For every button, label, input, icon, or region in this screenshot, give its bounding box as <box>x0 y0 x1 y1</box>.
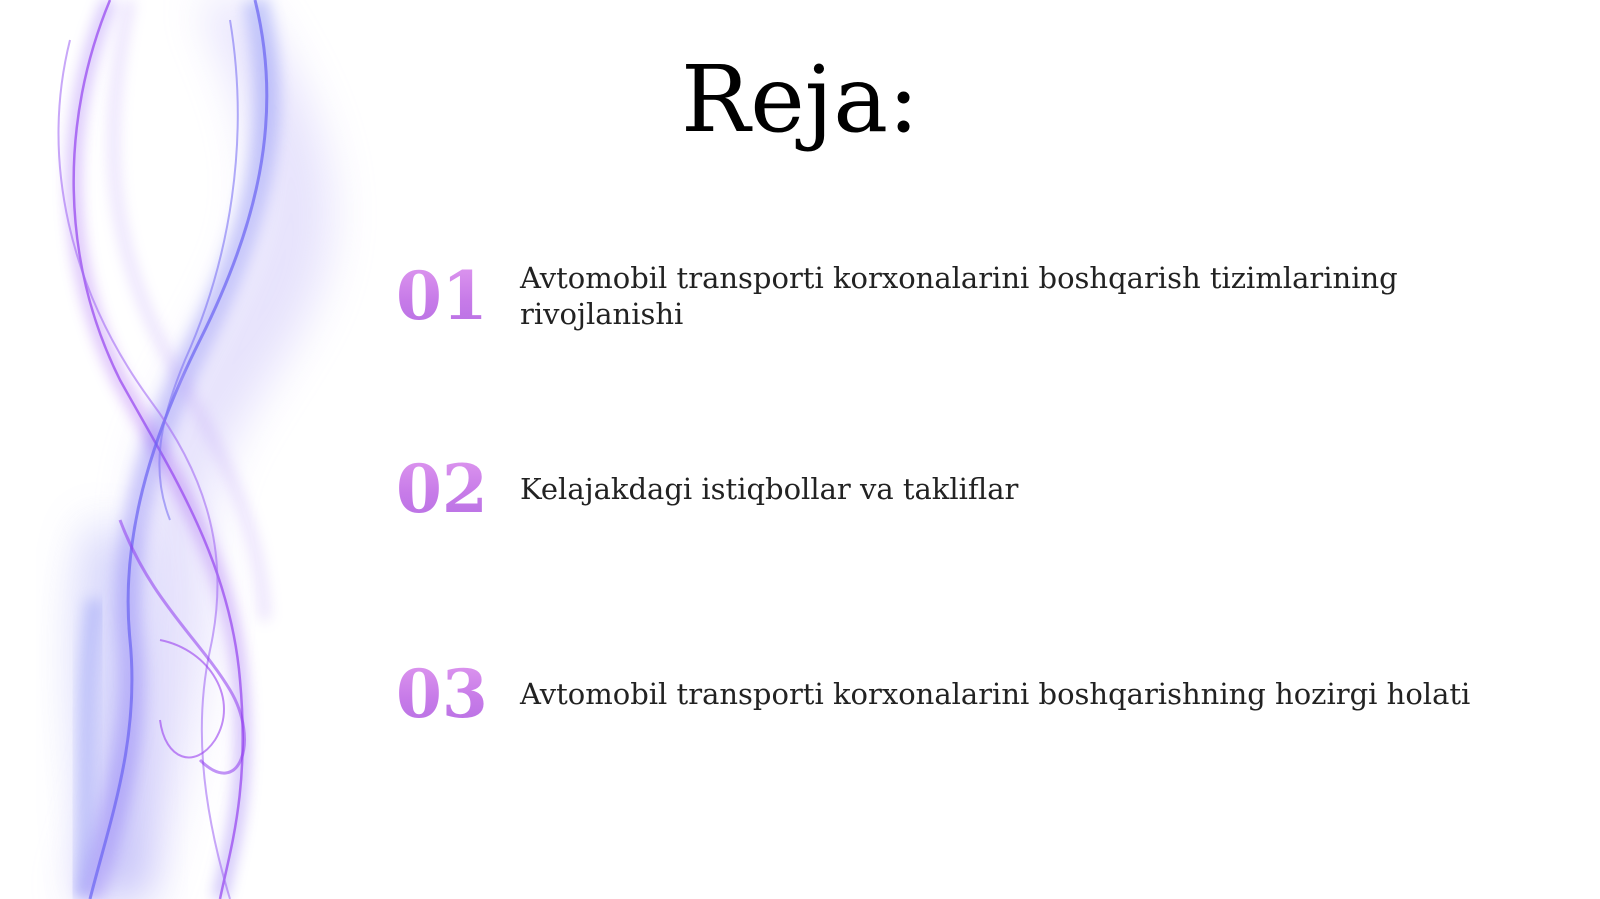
list-item <box>396 449 1546 529</box>
item-number: 01 <box>396 256 520 336</box>
item-number: 03 <box>396 654 520 734</box>
list-item <box>396 256 1546 336</box>
item-number: 02 <box>396 449 520 529</box>
list-item <box>396 654 1546 734</box>
item-text: Kelajakdagi istiqbollar va takliflar <box>520 472 1019 506</box>
smoke-ribbon-decoration <box>0 0 400 899</box>
slide-title: Reja: <box>680 46 920 153</box>
item-text: Avtomobil transporti korxonalarini boshqarish tizimlarining rivojlanishi <box>520 261 1398 331</box>
item-text: Avtomobil transporti korxonalarini boshqarishning hozirgi holati <box>520 677 1471 711</box>
